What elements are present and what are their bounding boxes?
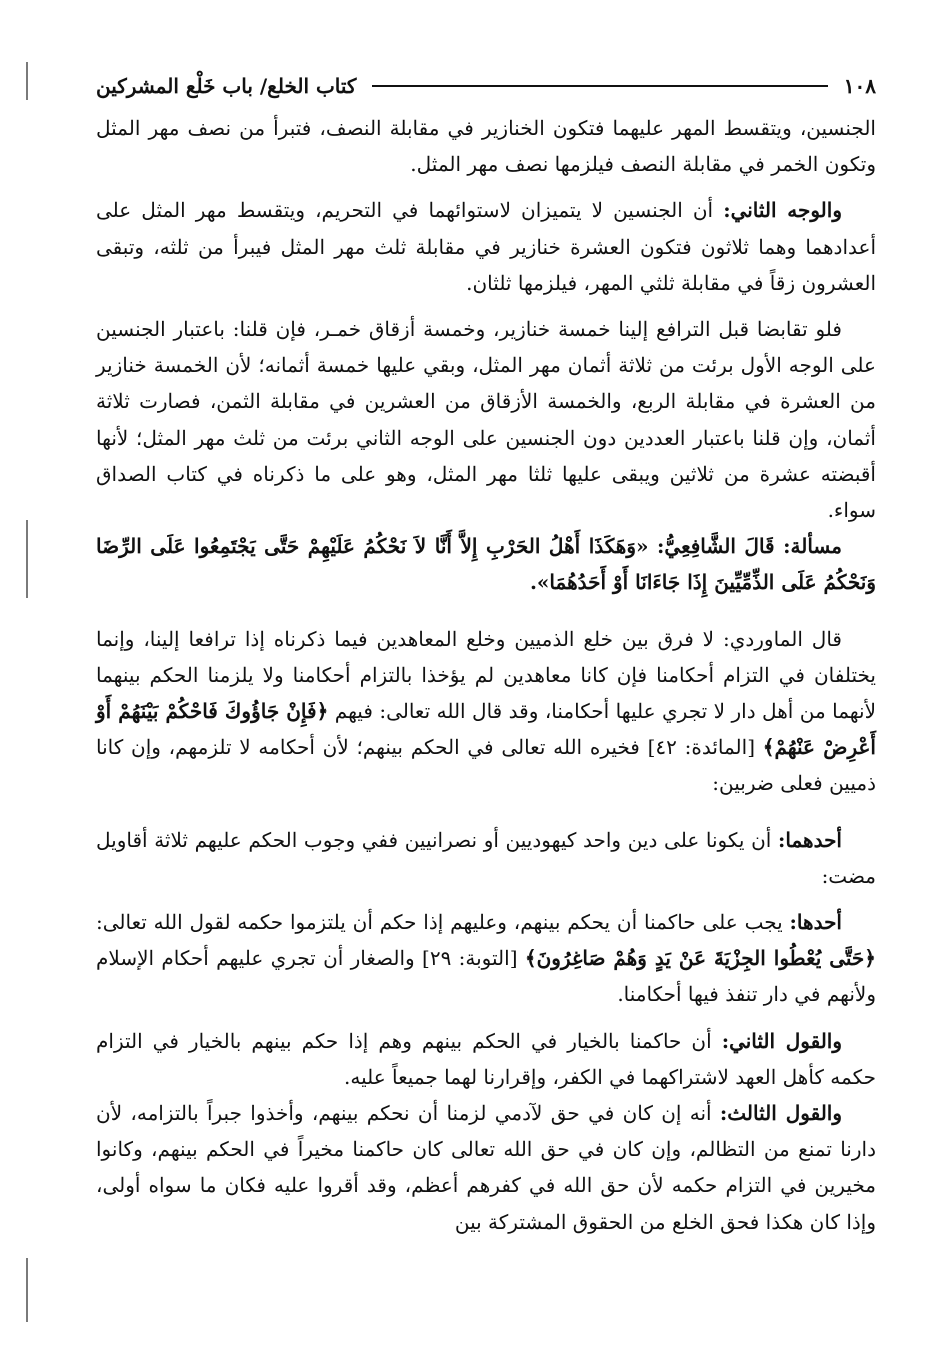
paragraph-second-aspect <box>96 192 876 301</box>
paragraph-text: يجب على حاكمنا أن يحكم بينهم، وعليهم إذا حكم أن يلتزموا حكمه لقول الله تعالى: <box>96 910 790 935</box>
paragraph-text: أن الجنسين لا يتميزان لاستوائهما في التحريم، ويتقسط مهر المثل على أعدادهما وهما ثلاثون فتكون العشرة خنازير في مقابلة ثلث مهر المثل فيبرأ من ثلثه، وتبقى العشرون زقاً في مقابلة ثلثي المهر، فيلزمها ثلثان. <box>96 198 876 295</box>
margin-line-top <box>26 62 28 100</box>
paragraph-continuation <box>96 110 876 182</box>
paragraph-text: [التوبة: ٢٩] والصغار أن تجري عليهم أحكام الإسلام ولأنهم في دار تنفذ فيها أحكامنا. <box>96 946 876 1007</box>
paragraph-text: الجنسين، ويتقسط المهر عليهما فتكون الخنازير في مقابلة النصف، فتبرأ من نصف مهر المثل وتكون الخمر في مقابلة النصف فيلزمها نصف مهر المثل. <box>96 116 876 177</box>
paragraph-lead: والوجه الثاني: <box>723 198 842 223</box>
paragraph-lead: مسألة: قَالَ الشَّافِعِيُّ: <box>657 534 842 559</box>
margin-line-middle <box>26 520 28 598</box>
paragraph-text: فلو تقابضا قبل الترافع إلينا خمسة خنازير، وخمسة أزقاق خمـر، فإن قلنا: باعتبار الجنسين على الوجه الأول برئت من ثلاثة أثمان مهر المثل، وبقي عليها خمسة أثمانه؛ لأن الخمسة خنازير من العشرة في مقابلة الربع، والخمسة الأزقاق من العشرين في مقابلة الثمن، فصارت ثلاثة أثمان، وإن قلنا باعتبار العددين دون الجنسين على الوجه الثاني برئت من ثلث مهر المثل؛ لأنها أقبضته عشرة من ثلاثين ويبقى عليها ثلثا مهر المثل، وهو على ما ذكرناه في كتاب الصداق سواء. <box>96 317 876 523</box>
running-title: كتاب الخلع/ باب خَلْع المشركين <box>96 74 357 98</box>
paragraph-first-type <box>96 822 876 894</box>
paragraph-text: أن يكونا على دين واحد كيهوديين أو نصرانيين ففي وجوب الحكم عليهم ثلاثة أقاويل مضت: <box>96 827 876 888</box>
paragraph-lead: والقول الثالث: <box>719 1101 842 1126</box>
paragraph-text: أن حاكمنا بالخيار في الحكم بينهم وهم إذا حكم بينهم بالخيار في التزام حكمه كأهل العهد لاشتراكهما في الكفر، وإقرارنا لهما جميعاً عليه. <box>96 1028 876 1089</box>
page-number: ١٠٨ <box>843 74 876 98</box>
page-header <box>96 62 876 110</box>
paragraph-text: أنه إن كان في حق لآدمي لزمنا أن نحكم بينهم، وأخذوا جبراً بالتزامه، لأن دارنا تمنع من التظالم، وإن كان في حق الله تعالى كان حاكمنا مخيراً في الحكم بينهم، وكانوا مخيرين في التزام حكمه لأن حق الله في كفرهم أعظم، وقد أقروا عليه فكان ما سواه أولى، وإذا كان هكذا فحق الخلع من الحقوق المشتركة بين <box>96 1101 876 1234</box>
paragraph-exchange <box>96 311 876 528</box>
quran-verse: ﴿حَتَّى يُعْطُوا الجِزْيَةَ عَنْ يَدٍ وَهُمْ صَاغِرُونَ﴾ <box>524 946 877 971</box>
paragraph-lead: والقول الثاني: <box>721 1028 842 1053</box>
page-body <box>96 110 876 1240</box>
paragraph-lead: أحدها: <box>789 910 842 935</box>
margin-line-bottom <box>26 1258 28 1322</box>
paragraph-third-opinion <box>96 1095 876 1240</box>
book-page <box>96 62 876 1352</box>
paragraph-lead: أحدهما: <box>777 827 842 852</box>
paragraph-masala <box>96 528 876 600</box>
paragraph-mawardi <box>96 621 876 802</box>
quoted-text: «وَهَكَذَا أَهْلُ الحَرْبِ إِلاَّ أَنَّا لاَ نَحْكُمُ عَلَيْهِمْ حَتَّى يَجْتَمِعُوا عَلَى الرِّضَا وَنَحْكُمُ عَلَى الذِّمِّيِّينَ إِذَا جَاءَانَا أَوْ أَحَدُهُمَا». <box>96 534 876 595</box>
paragraph-text: [المائدة: ٤٢] فخيره الله تعالى في الحكم بينهم؛ لأن أحكامه لا تلزمهم، وإن كانا ذميين فعلى ضربين: <box>96 735 876 796</box>
paragraph-first-opinion <box>96 904 876 1013</box>
header-rule <box>372 85 827 87</box>
quran-verse: ﴿فَإِنْ جَاؤُوكَ فَاحْكُمْ بَيْنَهُمْ أَوْ أَعْرِضْ عَنْهُمْ﴾ <box>96 699 876 760</box>
paragraph-second-opinion <box>96 1023 876 1095</box>
paragraph-text: قال الماوردي: لا فرق بين خلع الذميين وخلع المعاهدين فيما ذكرناه إذا ترافعا إلينا، وإنما يختلفان في التزام أحكامنا فإن كانا معاهدين لم يؤخذا بالتزام أحكامنا ولا يلزمنا الحكم بينهما لأنهما من أهل دار لا تجري عليها أحكامنا، وقد قال الله تعالى: فيهم <box>96 626 876 724</box>
